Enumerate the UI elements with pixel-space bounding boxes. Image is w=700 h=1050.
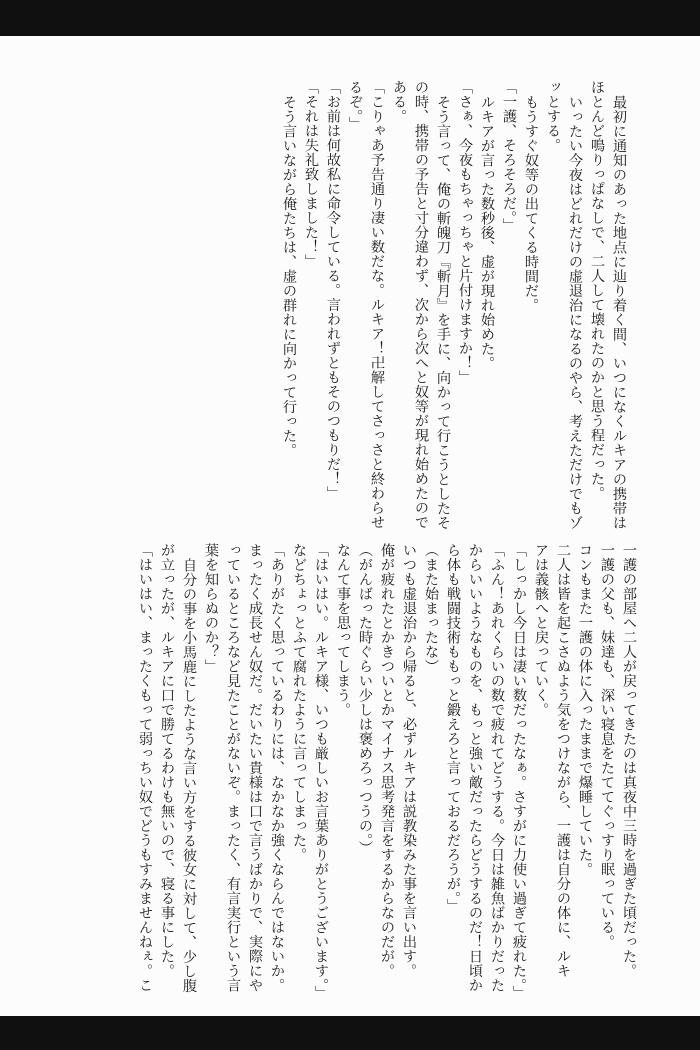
text-line: 最初に通知のあった地点に辿り着く間、いつになくルキアの携帯は [611, 94, 627, 530]
text-line: ある。 [391, 80, 407, 124]
text-line: ら体も戦闘技術ももっと鍛えろと言っておるだろうが。」 [445, 543, 461, 913]
text-line: 俺が疲れたとかきついとかマイナス思考発言をするからなのだが。 [379, 543, 395, 978]
text-line: いったい今夜はどれだけの虚退治になるのやら、考えただけでもゾ [567, 94, 583, 530]
text-line: 「それは失礼致しました！」 [303, 80, 319, 269]
text-line: （また始まったな） [423, 543, 439, 674]
lower-text-block [80, 543, 640, 1000]
text-line: 「しっかし今日は凄い数だったなぁ。さすがに力使い過ぎて疲れた。」 [511, 543, 527, 1000]
text-line: 「こりゃあ予告通り凄い数だな。ルキア！卍解してさっさと終わらせ [369, 80, 385, 530]
text-line: るぞ。」 [347, 80, 363, 131]
text-line: 「ふん！あれくらいの数で疲れてどうする。今日は雑魚ばかりだった [489, 543, 505, 993]
scan-border-bottom [0, 1016, 700, 1050]
scan-border-top [0, 0, 700, 36]
text-line: （がんばった時ぐらい少しは褒めろっつうの。） [357, 543, 373, 855]
text-line: っているところなど見たことがないぞ。まったく、有言実行という言 [225, 543, 241, 993]
text-line: が立ったが、ルキアに口で勝てるわけも無いので、寝る事にした。 [159, 543, 175, 978]
text-line: 「一護、そろそろだ。」 [501, 80, 517, 233]
text-line: そう言いながら俺たちは、虚の群れに向かって行った。 [281, 94, 297, 457]
text-line: なんて事を思ってしまう。 [335, 543, 351, 717]
text-line: アは義骸へと戻っていく。 [533, 543, 549, 717]
text-line: 一護の部屋へ二人が戻ってきたのは真夜中三時を過ぎた頃だった。 [621, 543, 637, 978]
text-line: そう言って、俺の斬魄刀『斬月』を手に、向かって行こうとしたそ [435, 94, 451, 530]
text-line: ッとする。 [545, 80, 561, 153]
text-line: などちょっとふて腐れたように言ってしまった。 [291, 543, 307, 862]
text-line: 一護の父も、妹達も、深い寝息をたててぐっすり眠っている。 [599, 543, 615, 949]
text-line: からいいようなものを、もっと強い敵だったらどうするのだ！日頃か [467, 543, 483, 993]
text-line: コンもまた一護の体に入ったままで爆睡していた。 [577, 543, 593, 877]
text-line: 葉を知らぬのか？」 [203, 543, 219, 674]
text-line: もうすぐ奴等の出てくる時間だ。 [523, 94, 539, 312]
text-line: 「はいはい。ルキア様、いつも厳しいお言葉ありがとうございます。」 [313, 543, 329, 1000]
text-line: 「ありがたく思っているわりには、なかなか強くならんではないか。 [269, 543, 285, 993]
text-line: 「はいはい、まったくもって弱っちい奴でどうもすみませんねぇ。こ [137, 543, 153, 993]
text-line: の時、携帯の予告と寸分違わず、次から次へと奴等が現れ始めたので [413, 80, 429, 530]
text-line: 二人は皆を起こさぬよう気をつけながら、一護は自分の体に、ルキ [555, 543, 571, 978]
text-line: 「お前は何故私に命令している。言われずともそのつもりだ！」 [325, 80, 341, 501]
text-line: いつも虚退治から帰ると、必ずルキアは説教染みた事を言い出す。 [401, 543, 417, 978]
text-line: まったく成長せん奴だ。だいたい貴様は口で言うばかりで、実際にや [247, 543, 263, 993]
text-line: 自分の事を小馬鹿にしたような言い方をする彼女に対して、少し腹 [181, 557, 197, 993]
text-line: ほとんど鳴りっぱなしで、二人して壊れたのかと思う程だった。 [589, 80, 605, 501]
text-line: ルキアが言った数秒後、虚が現れ始めた。 [479, 94, 495, 370]
text-line: 「さぁ、今夜もちゃっちゃと片付けますか！」 [457, 80, 473, 385]
upper-text-block [210, 80, 630, 530]
